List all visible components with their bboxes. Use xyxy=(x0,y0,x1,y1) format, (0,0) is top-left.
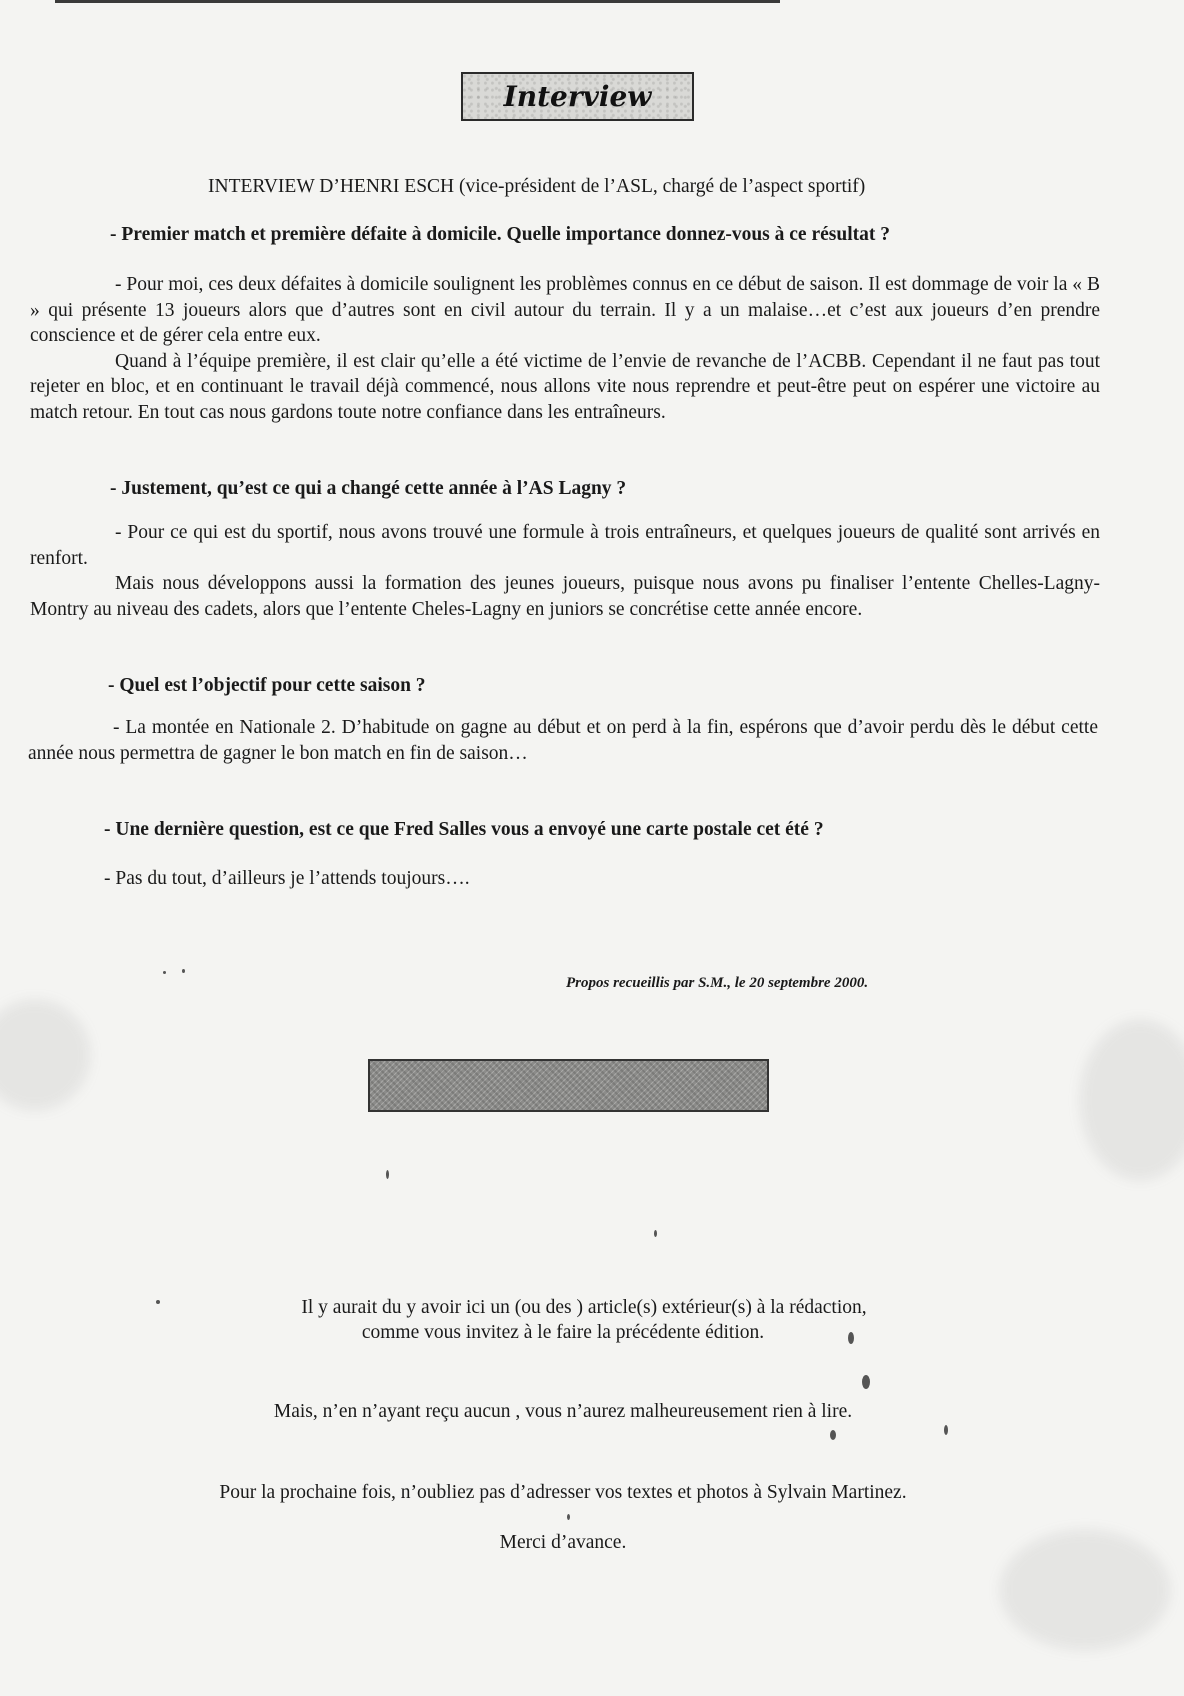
answer-3 xyxy=(28,715,1098,766)
notice-line-4: Pour la prochaine fois, n’oubliez pas d’adresser vos textes et photos à Sylvain Martinez. xyxy=(219,1482,907,1503)
scan-speck xyxy=(182,969,185,973)
scan-speck xyxy=(862,1375,870,1389)
answer-2-paragraph-2: Mais nous développons aussi la formation des jeunes joueurs, puisque nous avons pu finaliser l’entente Chelles-Lagny-Montry au niveau des cadets, alors que l’entente Cheles-Lagny en juniors se concrétise cette année encore. xyxy=(30,573,1100,620)
answer-4: - Pas du tout, d’ailleurs je l’attends toujours…. xyxy=(104,868,470,889)
question-3: - Quel est l’objectif pour cette saison ? xyxy=(108,675,426,696)
scan-speck xyxy=(944,1425,948,1435)
answer-1-paragraph-1: - Pour moi, ces deux défaites à domicile soulignent les problèmes connus en ce début de saison. Il est dommage de voir la « B » qui présente 13 joueurs alors que d’autres sont en civil autour du terrain. Il y a un malaise…et c’est aux joueurs d’en prendre conscience et de gérer cela entre eux. xyxy=(30,274,1100,346)
scan-speck xyxy=(830,1430,836,1440)
interview-intro: INTERVIEW D’HENRI ESCH (vice-président de l’ASL, chargé de l’aspect sportif) xyxy=(208,176,866,197)
question-1: - Premier match et première défaite à domicile. Quelle importance donnez-vous à ce résultat ? xyxy=(110,224,890,245)
notice-line-5: Merci d’avance. xyxy=(499,1532,627,1553)
scan-speck xyxy=(386,1170,389,1179)
answer-2-paragraph-1: - Pour ce qui est du sportif, nous avons trouvé une formule à trois entraîneurs, et quelques joueurs de qualité sont arrivés en renfort. xyxy=(30,522,1100,569)
notice-line-2: comme vous invitez à le faire la précédente édition. xyxy=(361,1322,765,1343)
answer-1-paragraph-2: Quand à l’équipe première, il est clair qu’elle a été victime de l’envie de revanche de l’ACBB. Cependant il ne faut pas tout rejeter en bloc, et en continuant le travail déjà commencé, nous allons vite nous reprendre et peut-être peut on espérer une victoire au match retour. En tout cas nous gardons toute notre confiance dans les entraîneurs. xyxy=(30,350,1100,423)
scan-speck xyxy=(156,1300,160,1304)
smudge xyxy=(0,1000,90,1110)
scan-speck xyxy=(567,1514,570,1520)
answer-1 xyxy=(30,272,1100,425)
notice-line-1: Il y aurait du y avoir ici un (ou des ) article(s) extérieur(s) à la rédaction, xyxy=(301,1297,867,1318)
question-2: - Justement, qu’est ce qui a changé cette année à l’AS Lagny ? xyxy=(110,478,627,499)
answer-2 xyxy=(30,520,1100,622)
scan-speck xyxy=(654,1230,657,1237)
notice-line-3: Mais, n’en n’ayant reçu aucun , vous n’aurez malheureusement rien à lire. xyxy=(273,1401,853,1422)
scan-speck xyxy=(848,1332,854,1344)
scan-speck xyxy=(163,971,166,974)
top-border-line xyxy=(55,0,780,3)
section-title-box xyxy=(461,72,694,121)
section-title: Interview xyxy=(503,80,652,113)
empty-article-placeholder xyxy=(368,1059,769,1112)
interview-credit: Propos recueillis par S.M., le 20 septembre 2000. xyxy=(566,975,869,991)
answer-3-paragraph-1: - La montée en Nationale 2. D’habitude on gagne au début et on perd à la fin, espérons que d’avoir perdu dès le début cette année nous permettra de gagner le bon match en fin de saison… xyxy=(28,717,1098,764)
question-4: - Une dernière question, est ce que Fred Salles vous a envoyé une carte postale cet été ? xyxy=(104,819,824,840)
smudge xyxy=(1080,1020,1184,1180)
